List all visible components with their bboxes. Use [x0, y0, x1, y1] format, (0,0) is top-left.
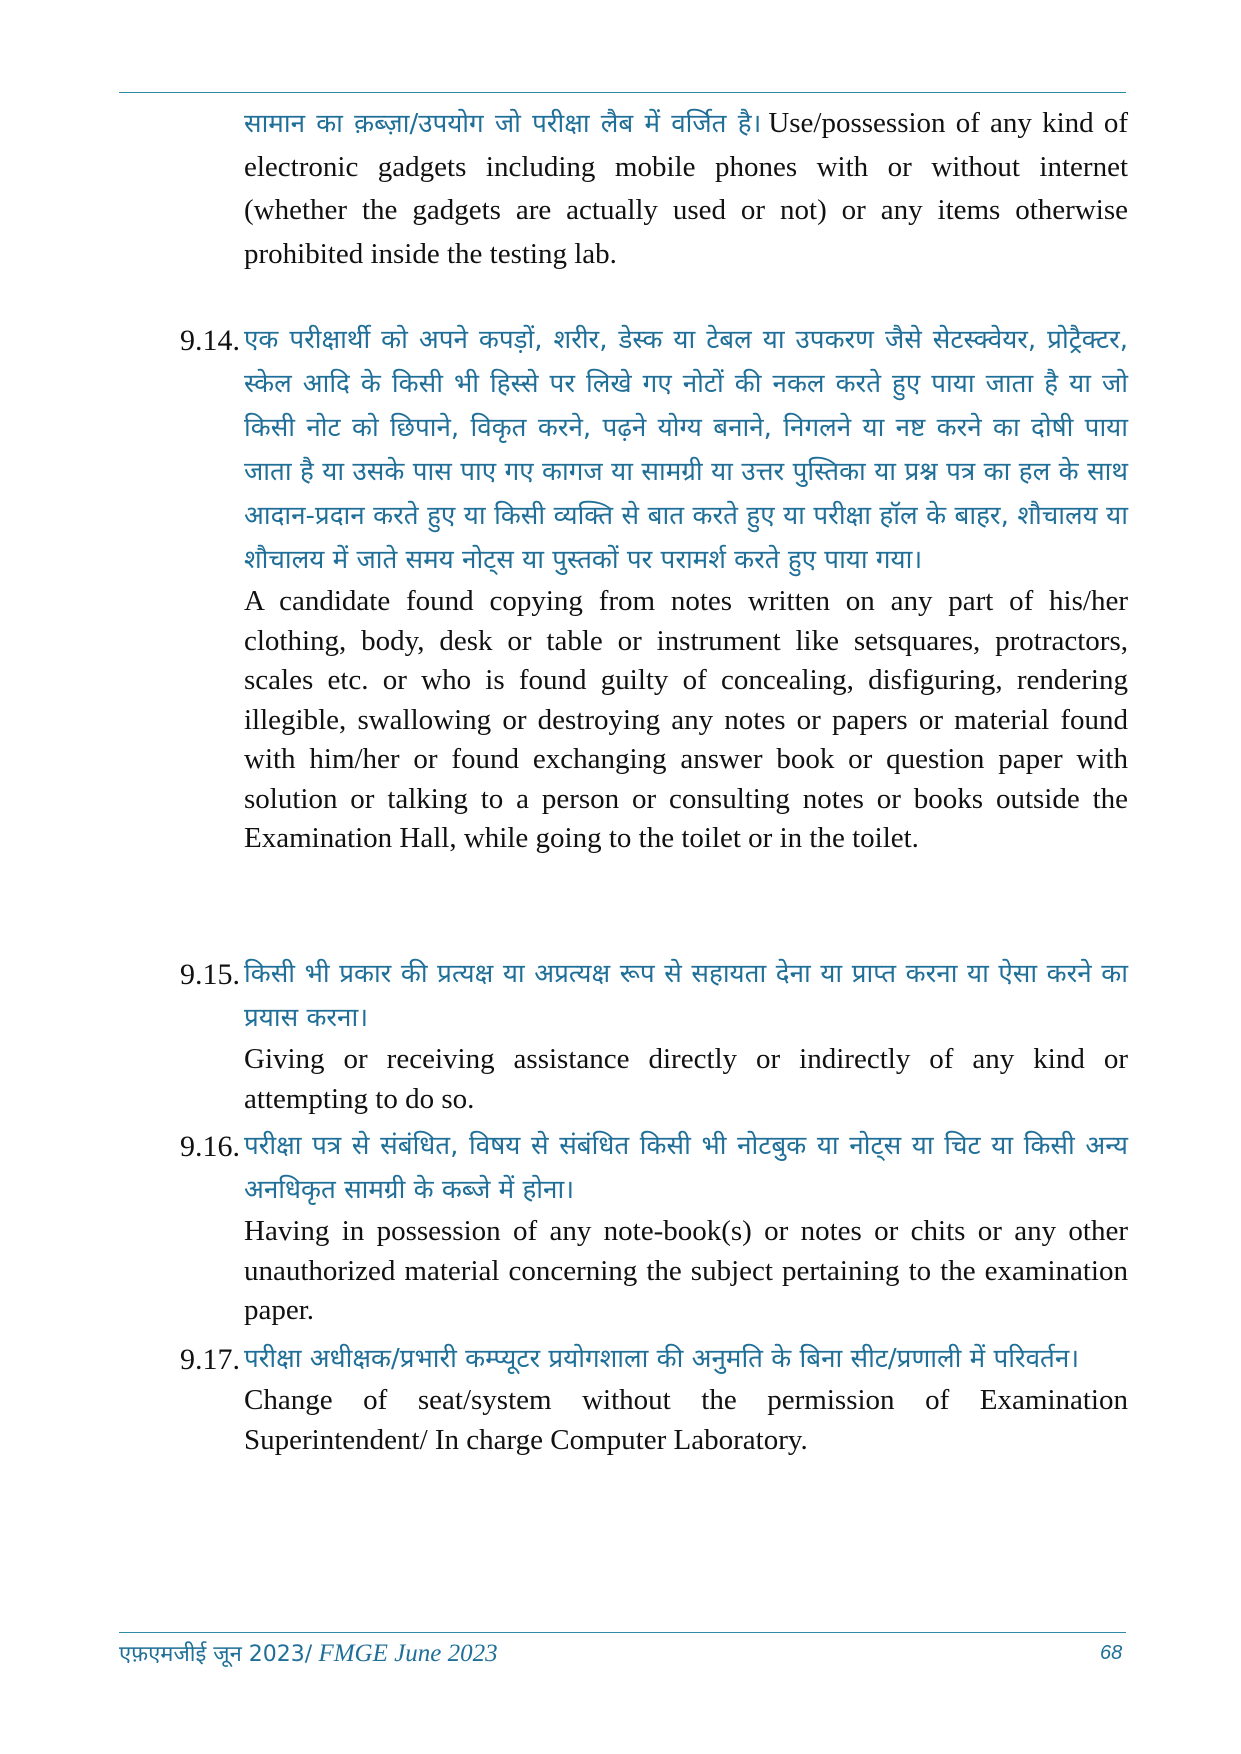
continuation-paragraph [180, 102, 1128, 278]
item-number: 9.15. [180, 958, 240, 991]
item-9-17 [180, 1337, 1128, 1460]
footer-title [119, 1638, 498, 1668]
item-english: A candidate found copying from notes written on any part of his/her clothing, body, desk or table or instrument like setsquares, protractors, scales etc. or who is found guilty of concealing, disfiguring, rendering illegible, swallowing or destroying any notes or papers or material found with him/her or found exchanging answer book or question paper with solution or talking to a person or consulting notes or books outside the Examination Hall, while going to the toilet or in the toilet. [244, 585, 1128, 854]
item-9-14 [180, 318, 1128, 859]
item-hindi: परीक्षा अधीक्षक/प्रभारी कम्प्यूटर प्रयोगशाला की अनुमति के बिना सीट/प्रणाली में परिवर्तन। [244, 1344, 1080, 1374]
continuation-english: Use/possession of any kind of electronic gadgets including mobile phones with or without internet (whether the gadgets are actually used or not) or any items otherwise prohibited inside the testing lab. [244, 107, 1129, 270]
item-9-15 [180, 952, 1128, 1119]
item-english: Giving or receiving assistance directly or indirectly of any kind or attempting to do so. [244, 1043, 1128, 1115]
item-hindi: परीक्षा पत्र से संबंधित, विषय से संबंधित किसी भी नोटबुक या नोट्स या चिट या किसी अन्य अनधिकृत सामग्री के कब्जे में होना। [244, 1131, 1128, 1205]
footer-hindi: एफ़एमजीई जून 2023/ [119, 1642, 313, 1667]
footer-english: FMGE June 2023 [318, 1640, 498, 1667]
page-number: 68 [1100, 1642, 1123, 1664]
item-9-16 [180, 1124, 1128, 1331]
item-number: 9.17. [180, 1343, 240, 1376]
item-english: Change of seat/system without the permission of Examination Superintendent/ In charge Computer Laboratory. [244, 1384, 1128, 1456]
footer-rule [119, 1632, 1126, 1633]
item-number: 9.14. [180, 324, 240, 357]
item-hindi: एक परीक्षार्थी को अपने कपड़ों, शरीर, डेस्क या टेबल या उपकरण जैसे सेटस्क्वेयर, प्रोट्रैक्टर, स्केल आदि के किसी भी हिस्से पर लिखे गए नोटों की नकल करते हुए पाया जाता है या जो किसी नोट को छिपाने, विकृत करने, पढ़ने योग्य बनाने, निगलने या नष्ट करने का दोषी पाया जाता है या उसके पास पाए गए कागज या सामग्री या उत्तर पुस्तिका या प्रश्न पत्र का हल के साथ आदान-प्रदान करते हुए या किसी व्यक्ति से बात करते हुए या परीक्षा हॉल के बाहर, शौचालय या शौचालय में जाते समय नोट्स या पुस्तकों पर परामर्श करते हुए पाया गया। [244, 325, 1128, 575]
item-number: 9.16. [180, 1130, 240, 1163]
continuation-hindi: सामान का क़ब्ज़ा/उपयोग जो परीक्षा लैब में वर्जित है। [244, 109, 762, 139]
item-english: Having in possession of any note-book(s) or notes or chits or any other unauthorized material concerning the subject pertaining to the examination paper. [244, 1215, 1128, 1326]
item-hindi: किसी भी प्रकार की प्रत्यक्ष या अप्रत्यक्ष रूप से सहायता देना या प्राप्त करना या ऐसा करने का प्रयास करना। [244, 959, 1128, 1033]
header-rule [119, 92, 1126, 93]
